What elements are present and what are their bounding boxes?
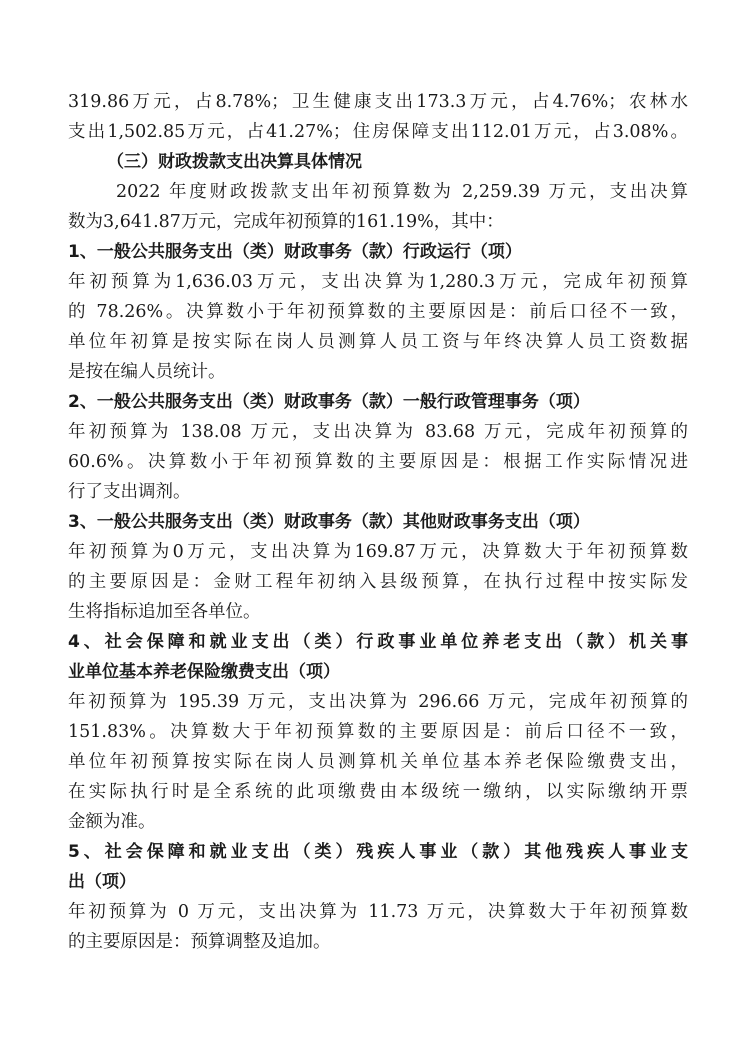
body-line: 151.83%。决算数大于年初预算数的主要原因是：前后口径不一致，: [68, 722, 688, 742]
item-heading-5-cont: 出（项）: [68, 872, 136, 892]
body-line: 生将指标追加至各单位。: [68, 602, 261, 622]
item-heading-5: 5、社会保障和就业支出（类）残疾人事业（款）其他残疾人事业支: [68, 842, 688, 862]
body-line: 的主要原因是：金财工程年初纳入县级预算，在执行过程中按实际发: [68, 572, 688, 592]
item-heading-1: 1、一般公共服务支出（类）财政事务（款）行政运行（项）: [68, 242, 522, 262]
body-line: 金额为准。: [68, 812, 156, 832]
body-line: 数为3,641.87万元，完成年初预算的161.19%，其中：: [68, 212, 504, 232]
body-line: 在实际执行时是全系统的此项缴费由本级统一缴纳，以实际缴纳开票: [68, 782, 688, 802]
body-line: 支出1,502.85万元，占41.27%；住房保障支出112.01万元，占3.08%。: [68, 122, 688, 142]
item-heading-3: 3、一般公共服务支出（类）财政事务（款）其他财政事务支出（项）: [68, 512, 590, 532]
body-line: 的主要原因是：预算调整及追加。: [68, 932, 331, 952]
body-line: 的 78.26%。决算数小于年初预算数的主要原因是：前后口径不一致，: [68, 302, 688, 322]
item-heading-4: 4、社会保障和就业支出（类）行政事业单位养老支出（款）机关事: [68, 632, 688, 652]
body-line: 319.86万元，占8.78%；卫生健康支出173.3万元，占4.76%；农林水: [68, 92, 688, 112]
body-line: 年初预算为0万元，支出决算为169.87万元，决算数大于年初预算数: [68, 542, 688, 562]
body-line: 单位年初预算按实际在岗人员测算机关单位基本养老保险缴费支出，: [68, 752, 688, 772]
document-body: [68, 87, 688, 957]
body-line: 行了支出调剂。: [68, 482, 191, 502]
body-line: 2022 年度财政拨款支出年初预算数为 2,259.39 万元，支出决算: [116, 182, 688, 202]
body-line: 是按在编人员统计。: [68, 362, 226, 382]
body-line: 年初预算为 0 万元，支出决算为 11.73 万元，决算数大于年初预算数: [68, 902, 688, 922]
body-line: 单位年初算是按实际在岗人员测算人员工资与年终决算人员工资数据: [68, 332, 688, 352]
item-heading-2: 2、一般公共服务支出（类）财政事务（款）一般行政管理事务（项）: [68, 392, 590, 412]
section-heading: （三）财政拨款支出决算具体情况: [107, 152, 362, 172]
item-heading-4-cont: 业单位基本养老保险缴费支出（项）: [68, 662, 340, 682]
body-line: 年初预算为1,636.03万元，支出决算为1,280.3万元，完成年初预算: [68, 272, 688, 292]
body-line: 年初预算为 195.39 万元，支出决算为 296.66 万元，完成年初预算的: [68, 692, 688, 712]
body-line: 60.6%。决算数小于年初预算数的主要原因是：根据工作实际情况进: [68, 452, 688, 472]
body-line: 年初预算为 138.08 万元，支出决算为 83.68 万元，完成年初预算的: [68, 422, 688, 442]
